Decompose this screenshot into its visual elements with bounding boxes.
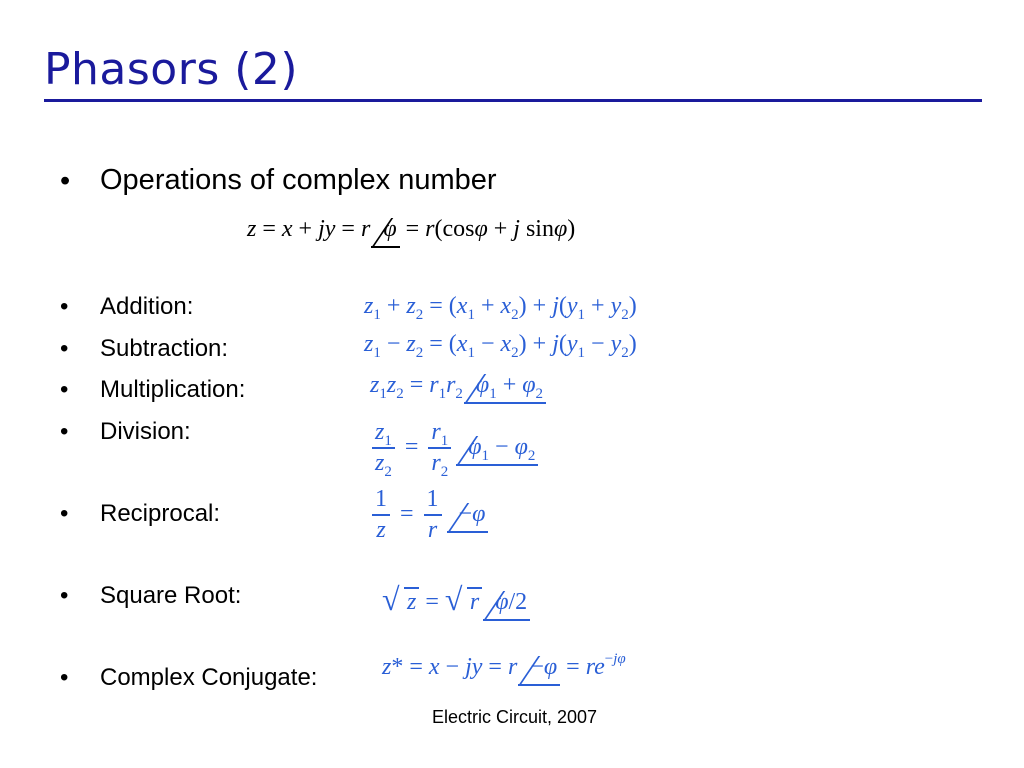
bullet-marker: •: [60, 500, 69, 527]
bullet-marker: •: [60, 664, 69, 691]
division-formula: $\frac{z_1}{z_2}$ = $\frac{r_1}{r_2}$ $\varphi_1 - \varphi_2$: [368, 420, 538, 476]
reciprocal-formula: $\frac{1}{z}$ = $\frac{1}{r}$ −φ: [368, 487, 488, 543]
bullet-marker: •: [60, 165, 71, 197]
reciprocal-label: Reciprocal:: [100, 500, 221, 527]
division-label: Division:: [100, 418, 191, 445]
square-root-formula: √ z =√ r φ/2: [382, 587, 530, 616]
bullet-marker: •: [60, 293, 69, 320]
subtraction-formula: $z_1 - z_2 = (x_1 - x_2) + j(y_1 - y_2)$: [364, 331, 637, 361]
slide-title: Phasors (2): [44, 44, 299, 95]
multiplication-label: Multiplication:: [100, 376, 246, 403]
addition-formula: $z_1 + z_2 = (x_1 + x_2) + j(y_1 + y_2)$: [364, 293, 637, 323]
polar-form-formula: z = x + jy = r φ = r(cosφ + j sinφ): [247, 216, 576, 242]
addition-label: Addition:: [100, 293, 194, 320]
multiplication-formula: $z_1z_2 = r_1r_2$ $\varphi_1 + \varphi_2$: [370, 372, 546, 399]
bullet-operations-label: Operations of complex number: [100, 164, 497, 196]
bullet-marker: •: [60, 418, 69, 445]
bullet-marker: •: [60, 335, 69, 362]
bullet-marker: •: [60, 582, 69, 609]
square-root-label: Square Root:: [100, 582, 242, 609]
title-underline: [44, 99, 982, 102]
slide-footer: Electric Circuit, 2007: [432, 707, 598, 727]
subtraction-label: Subtraction:: [100, 335, 229, 362]
conjugate-formula: z* = x − jy = $r -\varphi = re^{-j\varphi}$: [382, 651, 626, 680]
bullet-marker: •: [60, 376, 69, 403]
conjugate-label: Complex Conjugate:: [100, 664, 318, 691]
